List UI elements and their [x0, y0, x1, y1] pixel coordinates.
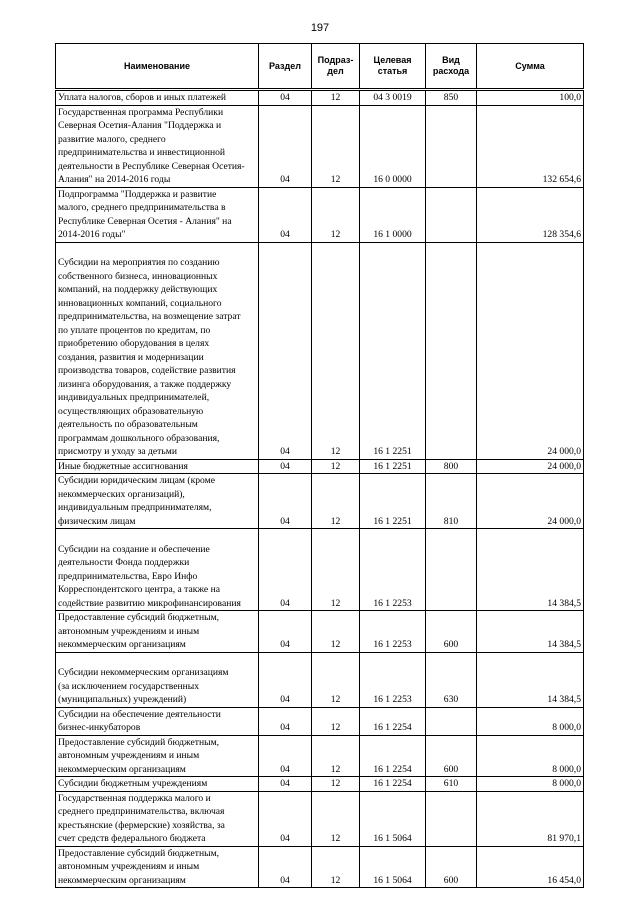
row-target-item: 04 3 0019	[360, 90, 426, 106]
row-expense-type: 600	[426, 735, 477, 777]
row-name: Государственная программа Республики Северная Осетия-Алания "Поддержка и развитие малого, среднего предпринимательства и инвестиционной деятельности в Республике Северная Осетия- Алания" на 2014-2016 годы	[56, 105, 259, 187]
row-section: 04	[259, 652, 312, 707]
table-row	[56, 242, 584, 459]
row-name: Субсидии на создание и обеспечение деятельности Фонда поддержки предпринимательства, Евро Инфо Корреспондентского центра, а также на содействие развитию микрофинансирования	[56, 529, 259, 611]
table-row	[56, 611, 584, 653]
row-section: 04	[259, 105, 312, 187]
table-row	[56, 707, 584, 735]
table-row	[56, 90, 584, 106]
row-expense-type: 810	[426, 474, 477, 529]
row-section: 04	[259, 90, 312, 106]
row-section: 04	[259, 707, 312, 735]
table-row	[56, 735, 584, 777]
header-target-item: Целевая статья	[360, 44, 426, 90]
table-row	[56, 529, 584, 611]
row-subsection: 12	[312, 474, 360, 529]
table-row	[56, 105, 584, 187]
row-name: Уплата налогов, сборов и иных платежей	[56, 90, 259, 106]
row-name: Субсидии некоммерческим организациям (за исключением государственных (муниципальных) учреждений)	[56, 652, 259, 707]
row-section: 04	[259, 474, 312, 529]
row-expense-type	[426, 242, 477, 459]
row-target-item: 16 1 2253	[360, 611, 426, 653]
table-row	[56, 791, 584, 846]
row-name: Предоставление субсидий бюджетным, автономным учреждениям и иным некоммерческим организациям	[56, 846, 259, 888]
row-section: 04	[259, 777, 312, 792]
row-amount: 24 000,0	[477, 459, 584, 474]
row-subsection: 12	[312, 90, 360, 106]
header-subsection: Подраз- дел	[312, 44, 360, 90]
row-target-item: 16 0 0000	[360, 105, 426, 187]
table-row	[56, 459, 584, 474]
row-section: 04	[259, 187, 312, 242]
row-subsection: 12	[312, 611, 360, 653]
table-header-row	[56, 44, 584, 90]
table-row	[56, 777, 584, 792]
table-body	[56, 90, 584, 888]
row-amount: 16 454,0	[477, 846, 584, 888]
row-section: 04	[259, 735, 312, 777]
row-amount: 14 384,5	[477, 529, 584, 611]
row-subsection: 12	[312, 105, 360, 187]
row-target-item: 16 1 2253	[360, 529, 426, 611]
row-amount: 8 000,0	[477, 777, 584, 792]
row-expense-type	[426, 187, 477, 242]
row-name: Государственная поддержка малого и среднего предпринимательства, включая крестьянские (фермерские) хозяйства, за счет средств федерального бюджета	[56, 791, 259, 846]
row-name: Иные бюджетные ассигнования	[56, 459, 259, 474]
header-section: Раздел	[259, 44, 312, 90]
row-amount: 132 654,6	[477, 105, 584, 187]
table-row	[56, 187, 584, 242]
header-amount: Сумма	[477, 44, 584, 90]
row-target-item: 16 1 2254	[360, 735, 426, 777]
row-expense-type: 800	[426, 459, 477, 474]
row-target-item: 16 1 5064	[360, 846, 426, 888]
row-name: Субсидии бюджетным учреждениям	[56, 777, 259, 792]
row-amount: 100,0	[477, 90, 584, 106]
row-section: 04	[259, 459, 312, 474]
row-name: Предоставление субсидий бюджетным, автономным учреждениям и иным некоммерческим организациям	[56, 611, 259, 653]
row-expense-type: 600	[426, 611, 477, 653]
row-target-item: 16 1 0000	[360, 187, 426, 242]
row-amount: 8 000,0	[477, 735, 584, 777]
row-expense-type: 600	[426, 846, 477, 888]
row-name: Субсидии на обеспечение деятельности бизнес-инкубаторов	[56, 707, 259, 735]
row-subsection: 12	[312, 735, 360, 777]
row-amount: 8 000,0	[477, 707, 584, 735]
row-amount: 14 384,5	[477, 611, 584, 653]
table-row	[56, 474, 584, 529]
row-target-item: 16 1 2254	[360, 777, 426, 792]
row-target-item: 16 1 2253	[360, 652, 426, 707]
table-row	[56, 652, 584, 707]
row-target-item: 16 1 2251	[360, 474, 426, 529]
row-expense-type: 630	[426, 652, 477, 707]
row-target-item: 16 1 2251	[360, 242, 426, 459]
budget-table	[55, 43, 584, 888]
row-expense-type: 610	[426, 777, 477, 792]
row-expense-type	[426, 791, 477, 846]
row-section: 04	[259, 242, 312, 459]
page-number: 197	[310, 22, 330, 34]
row-section: 04	[259, 791, 312, 846]
header-name: Наименование	[56, 44, 259, 90]
row-target-item: 16 1 2254	[360, 707, 426, 735]
table-row	[56, 846, 584, 888]
row-amount: 14 384,5	[477, 652, 584, 707]
row-subsection: 12	[312, 652, 360, 707]
row-name: Предоставление субсидий бюджетным, автономным учреждениям и иным некоммерческим организациям	[56, 735, 259, 777]
row-target-item: 16 1 5064	[360, 791, 426, 846]
row-name: Субсидии на мероприятия по созданию собственного бизнеса, инновационных компаний, на поддержку действующих инновационных компаний, социального предпринимательства, на возмещение затрат по уплате процентов по кредитам, по приобретению оборудования в целях создания, развития и модернизации производства товаров, содействие развития лизинга оборудования, а также поддержку индивидуальных предпринимателей, осуществляющих образовательную деятельность по образовательным программам дошкольного образования, присмотру и уходу за детьми	[56, 242, 259, 459]
row-name: Субсидии юридическим лицам (кроме некоммерческих организаций), индивидуальным предпринимателям, физическим лицам	[56, 474, 259, 529]
row-expense-type: 850	[426, 90, 477, 106]
row-subsection: 12	[312, 707, 360, 735]
row-amount: 128 354,6	[477, 187, 584, 242]
row-subsection: 12	[312, 777, 360, 792]
row-subsection: 12	[312, 529, 360, 611]
header-expense-type: Вид расхода	[426, 44, 477, 90]
row-section: 04	[259, 611, 312, 653]
row-amount: 81 970,1	[477, 791, 584, 846]
row-name: Подпрограмма "Поддержка и развитие малого, среднего предпринимательства в Республике Северная Осетия - Алания" на 2014-2016 годы"	[56, 187, 259, 242]
row-section: 04	[259, 846, 312, 888]
row-subsection: 12	[312, 846, 360, 888]
row-expense-type	[426, 707, 477, 735]
row-section: 04	[259, 529, 312, 611]
row-subsection: 12	[312, 459, 360, 474]
row-amount: 24 000,0	[477, 474, 584, 529]
row-subsection: 12	[312, 242, 360, 459]
row-expense-type	[426, 105, 477, 187]
row-subsection: 12	[312, 791, 360, 846]
row-amount: 24 000,0	[477, 242, 584, 459]
row-expense-type	[426, 529, 477, 611]
row-target-item: 16 1 2251	[360, 459, 426, 474]
row-subsection: 12	[312, 187, 360, 242]
